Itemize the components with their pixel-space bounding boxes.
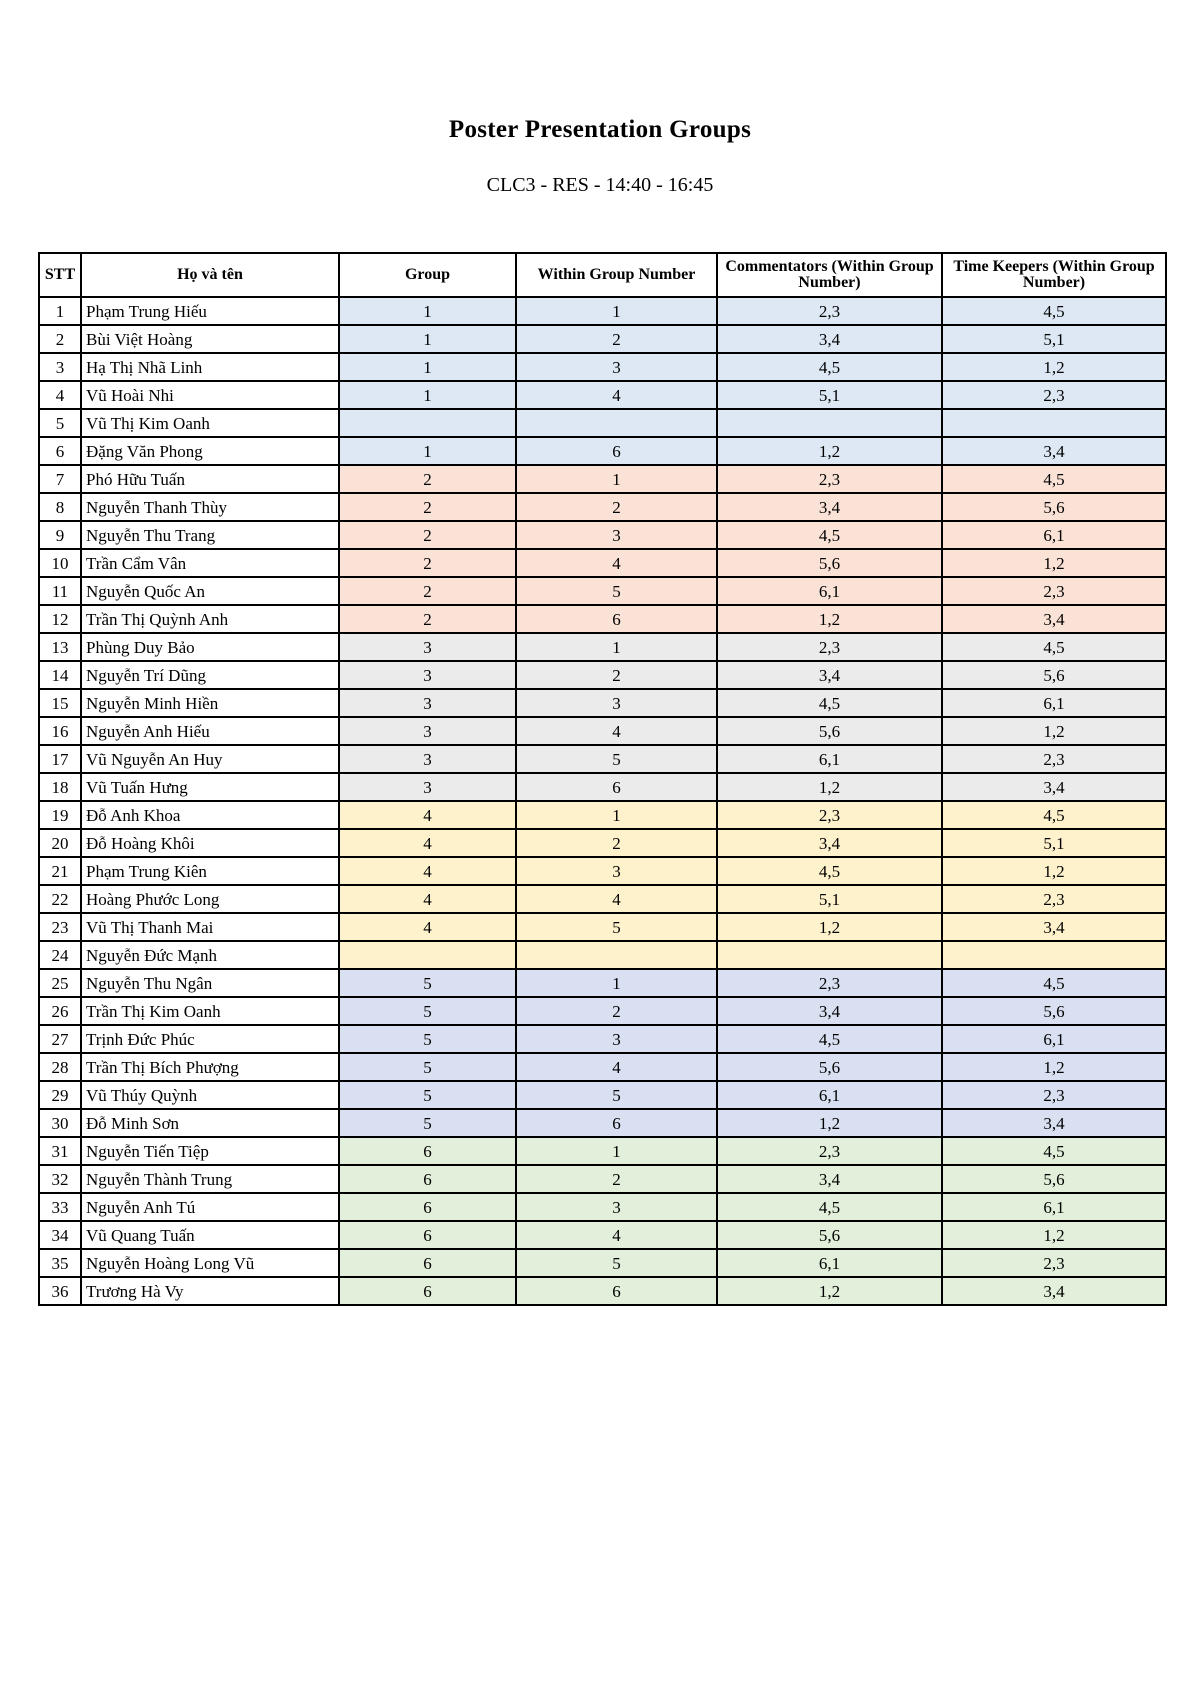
cell-within-group-number: 1: [516, 801, 717, 829]
cell-within-group-number: 2: [516, 661, 717, 689]
cell-name: Nguyễn Thu Trang: [81, 521, 339, 549]
cell-within-group-number: 2: [516, 1165, 717, 1193]
cell-time-keepers: 1,2: [942, 549, 1166, 577]
cell-group: 5: [339, 1053, 516, 1081]
cell-group: 1: [339, 437, 516, 465]
cell-time-keepers: 1,2: [942, 1221, 1166, 1249]
cell-group: 2: [339, 521, 516, 549]
cell-stt: 35: [39, 1249, 81, 1277]
cell-name: Đỗ Anh Khoa: [81, 801, 339, 829]
cell-within-group-number: 5: [516, 577, 717, 605]
cell-group: [339, 941, 516, 969]
cell-within-group-number: 4: [516, 1053, 717, 1081]
cell-stt: 22: [39, 885, 81, 913]
cell-within-group-number: 6: [516, 1277, 717, 1305]
cell-name: Nguyễn Thành Trung: [81, 1165, 339, 1193]
header-commentators: Commentators (Within Group Number): [717, 253, 942, 297]
table-row: [39, 1081, 1166, 1109]
cell-commentators: 4,5: [717, 689, 942, 717]
cell-group: 3: [339, 717, 516, 745]
cell-time-keepers: 4,5: [942, 969, 1166, 997]
cell-within-group-number: 2: [516, 829, 717, 857]
cell-stt: 19: [39, 801, 81, 829]
cell-commentators: 5,1: [717, 381, 942, 409]
cell-name: Trịnh Đức Phúc: [81, 1025, 339, 1053]
cell-name: Bùi Việt Hoàng: [81, 325, 339, 353]
cell-stt: 17: [39, 745, 81, 773]
table-row: [39, 297, 1166, 325]
table-row: [39, 829, 1166, 857]
cell-stt: 18: [39, 773, 81, 801]
cell-commentators: 3,4: [717, 493, 942, 521]
cell-stt: 9: [39, 521, 81, 549]
cell-commentators: 4,5: [717, 353, 942, 381]
cell-name: Nguyễn Đức Mạnh: [81, 941, 339, 969]
cell-commentators: 2,3: [717, 633, 942, 661]
cell-time-keepers: [942, 409, 1166, 437]
cell-within-group-number: 3: [516, 1193, 717, 1221]
cell-time-keepers: 3,4: [942, 1277, 1166, 1305]
cell-group: 3: [339, 745, 516, 773]
table-row: [39, 913, 1166, 941]
cell-stt: 16: [39, 717, 81, 745]
cell-group: 5: [339, 1109, 516, 1137]
cell-group: 4: [339, 885, 516, 913]
cell-name: Nguyễn Quốc An: [81, 577, 339, 605]
cell-commentators: 6,1: [717, 577, 942, 605]
table-row: [39, 801, 1166, 829]
cell-within-group-number: 5: [516, 1249, 717, 1277]
cell-stt: 10: [39, 549, 81, 577]
cell-name: Vũ Thị Kim Oanh: [81, 409, 339, 437]
cell-commentators: 2,3: [717, 465, 942, 493]
cell-within-group-number: 1: [516, 633, 717, 661]
cell-stt: 31: [39, 1137, 81, 1165]
cell-commentators: 4,5: [717, 521, 942, 549]
cell-name: Phạm Trung Hiếu: [81, 297, 339, 325]
cell-time-keepers: 3,4: [942, 913, 1166, 941]
cell-time-keepers: 2,3: [942, 1249, 1166, 1277]
cell-commentators: 4,5: [717, 1193, 942, 1221]
cell-within-group-number: 4: [516, 717, 717, 745]
cell-time-keepers: 6,1: [942, 1025, 1166, 1053]
cell-name: Vũ Nguyễn An Huy: [81, 745, 339, 773]
cell-stt: 20: [39, 829, 81, 857]
cell-commentators: 5,6: [717, 717, 942, 745]
cell-commentators: 4,5: [717, 857, 942, 885]
cell-stt: 15: [39, 689, 81, 717]
cell-within-group-number: 6: [516, 605, 717, 633]
cell-within-group-number: 4: [516, 381, 717, 409]
table-row: [39, 465, 1166, 493]
cell-stt: 34: [39, 1221, 81, 1249]
cell-name: Nguyễn Thu Ngân: [81, 969, 339, 997]
cell-time-keepers: 2,3: [942, 577, 1166, 605]
cell-stt: 4: [39, 381, 81, 409]
cell-within-group-number: 6: [516, 437, 717, 465]
cell-within-group-number: 2: [516, 493, 717, 521]
cell-group: 5: [339, 1025, 516, 1053]
cell-commentators: 3,4: [717, 325, 942, 353]
cell-commentators: 5,6: [717, 549, 942, 577]
cell-name: Đặng Văn Phong: [81, 437, 339, 465]
cell-group: 1: [339, 325, 516, 353]
cell-commentators: 3,4: [717, 661, 942, 689]
cell-stt: 23: [39, 913, 81, 941]
cell-group: 2: [339, 549, 516, 577]
cell-stt: 25: [39, 969, 81, 997]
cell-commentators: 2,3: [717, 801, 942, 829]
table-row: [39, 885, 1166, 913]
cell-name: Nguyễn Anh Hiếu: [81, 717, 339, 745]
cell-group: 5: [339, 969, 516, 997]
cell-time-keepers: 3,4: [942, 605, 1166, 633]
cell-stt: 5: [39, 409, 81, 437]
table-row: [39, 1025, 1166, 1053]
cell-time-keepers: 5,1: [942, 829, 1166, 857]
table-row: [39, 1249, 1166, 1277]
groups-table: [38, 252, 1167, 1306]
cell-group: 1: [339, 297, 516, 325]
cell-name: Phùng Duy Bảo: [81, 633, 339, 661]
cell-stt: 11: [39, 577, 81, 605]
table-row: [39, 633, 1166, 661]
header-group: Group: [339, 253, 516, 297]
cell-name: Trần Thị Quỳnh Anh: [81, 605, 339, 633]
cell-group: [339, 409, 516, 437]
table-row: [39, 661, 1166, 689]
cell-stt: 36: [39, 1277, 81, 1305]
cell-name: Nguyễn Anh Tú: [81, 1193, 339, 1221]
cell-stt: 28: [39, 1053, 81, 1081]
cell-time-keepers: 5,1: [942, 325, 1166, 353]
cell-group: 2: [339, 493, 516, 521]
cell-within-group-number: 3: [516, 521, 717, 549]
cell-commentators: 4,5: [717, 1025, 942, 1053]
cell-stt: 24: [39, 941, 81, 969]
cell-commentators: 1,2: [717, 913, 942, 941]
cell-time-keepers: 2,3: [942, 885, 1166, 913]
cell-group: 6: [339, 1249, 516, 1277]
table-row: [39, 1109, 1166, 1137]
cell-time-keepers: 4,5: [942, 633, 1166, 661]
header-time-keepers: Time Keepers (Within Group Number): [942, 253, 1166, 297]
cell-stt: 6: [39, 437, 81, 465]
cell-stt: 27: [39, 1025, 81, 1053]
cell-commentators: 1,2: [717, 773, 942, 801]
table-body: [39, 297, 1166, 1305]
cell-time-keepers: 4,5: [942, 465, 1166, 493]
cell-time-keepers: 3,4: [942, 1109, 1166, 1137]
cell-group: 3: [339, 689, 516, 717]
cell-name: Đỗ Hoàng Khôi: [81, 829, 339, 857]
page-subtitle: CLC3 - RES - 14:40 - 16:45: [486, 174, 714, 196]
cell-within-group-number: 5: [516, 913, 717, 941]
cell-commentators: 2,3: [717, 1137, 942, 1165]
cell-name: Nguyễn Trí Dũng: [81, 661, 339, 689]
cell-stt: 32: [39, 1165, 81, 1193]
cell-group: 3: [339, 773, 516, 801]
cell-name: Vũ Thúy Quỳnh: [81, 1081, 339, 1109]
cell-commentators: 1,2: [717, 1277, 942, 1305]
cell-time-keepers: 4,5: [942, 297, 1166, 325]
cell-time-keepers: 5,6: [942, 1165, 1166, 1193]
cell-within-group-number: 1: [516, 465, 717, 493]
cell-name: Nguyễn Thanh Thùy: [81, 493, 339, 521]
cell-group: 5: [339, 997, 516, 1025]
cell-name: Trương Hà Vy: [81, 1277, 339, 1305]
cell-group: 6: [339, 1165, 516, 1193]
cell-within-group-number: 3: [516, 353, 717, 381]
cell-time-keepers: 2,3: [942, 1081, 1166, 1109]
cell-stt: 14: [39, 661, 81, 689]
table-row: [39, 605, 1166, 633]
header-name: Họ và tên: [81, 253, 339, 297]
cell-time-keepers: 6,1: [942, 521, 1166, 549]
cell-within-group-number: 5: [516, 1081, 717, 1109]
cell-commentators: [717, 941, 942, 969]
table-header: [39, 253, 1166, 297]
cell-name: Đỗ Minh Sơn: [81, 1109, 339, 1137]
cell-within-group-number: 2: [516, 325, 717, 353]
cell-stt: 30: [39, 1109, 81, 1137]
page-title: Poster Presentation Groups: [448, 116, 752, 143]
cell-time-keepers: 4,5: [942, 1137, 1166, 1165]
cell-stt: 3: [39, 353, 81, 381]
cell-group: 1: [339, 381, 516, 409]
cell-time-keepers: 5,6: [942, 493, 1166, 521]
cell-group: 3: [339, 633, 516, 661]
cell-within-group-number: 2: [516, 997, 717, 1025]
cell-time-keepers: 3,4: [942, 437, 1166, 465]
cell-within-group-number: 1: [516, 1137, 717, 1165]
cell-time-keepers: 2,3: [942, 381, 1166, 409]
cell-within-group-number: 1: [516, 969, 717, 997]
cell-time-keepers: 6,1: [942, 689, 1166, 717]
cell-name: Nguyễn Hoàng Long Vũ: [81, 1249, 339, 1277]
cell-name: Trần Thị Bích Phượng: [81, 1053, 339, 1081]
cell-group: 4: [339, 913, 516, 941]
cell-group: 6: [339, 1193, 516, 1221]
cell-commentators: 3,4: [717, 997, 942, 1025]
table-row: [39, 1137, 1166, 1165]
table-row: [39, 857, 1166, 885]
cell-commentators: 3,4: [717, 1165, 942, 1193]
cell-time-keepers: 2,3: [942, 745, 1166, 773]
table-row: [39, 1221, 1166, 1249]
cell-stt: 26: [39, 997, 81, 1025]
cell-group: 6: [339, 1137, 516, 1165]
cell-group: 2: [339, 465, 516, 493]
cell-commentators: 6,1: [717, 1249, 942, 1277]
table-row: [39, 941, 1166, 969]
cell-name: Hoàng Phước Long: [81, 885, 339, 913]
cell-stt: 33: [39, 1193, 81, 1221]
cell-stt: 12: [39, 605, 81, 633]
cell-name: Vũ Thị Thanh Mai: [81, 913, 339, 941]
cell-stt: 29: [39, 1081, 81, 1109]
cell-within-group-number: 3: [516, 1025, 717, 1053]
table-row: [39, 493, 1166, 521]
cell-group: 6: [339, 1221, 516, 1249]
cell-time-keepers: 1,2: [942, 353, 1166, 381]
cell-name: Vũ Quang Tuấn: [81, 1221, 339, 1249]
cell-name: Vũ Hoài Nhi: [81, 381, 339, 409]
cell-time-keepers: 1,2: [942, 1053, 1166, 1081]
cell-within-group-number: 4: [516, 549, 717, 577]
cell-within-group-number: 4: [516, 1221, 717, 1249]
cell-group: 3: [339, 661, 516, 689]
cell-name: Trần Cẩm Vân: [81, 549, 339, 577]
table-row: [39, 1165, 1166, 1193]
cell-time-keepers: 6,1: [942, 1193, 1166, 1221]
cell-within-group-number: 1: [516, 297, 717, 325]
cell-stt: 1: [39, 297, 81, 325]
cell-group: 4: [339, 801, 516, 829]
cell-within-group-number: 6: [516, 1109, 717, 1137]
cell-within-group-number: 3: [516, 857, 717, 885]
cell-time-keepers: [942, 941, 1166, 969]
cell-commentators: 6,1: [717, 1081, 942, 1109]
cell-stt: 13: [39, 633, 81, 661]
cell-commentators: 6,1: [717, 745, 942, 773]
cell-group: 1: [339, 353, 516, 381]
table-row: [39, 381, 1166, 409]
cell-stt: 7: [39, 465, 81, 493]
cell-commentators: 2,3: [717, 297, 942, 325]
cell-name: Nguyễn Tiến Tiệp: [81, 1137, 339, 1165]
cell-within-group-number: 5: [516, 745, 717, 773]
cell-time-keepers: 1,2: [942, 857, 1166, 885]
cell-commentators: 3,4: [717, 829, 942, 857]
cell-name: Hạ Thị Nhã Linh: [81, 353, 339, 381]
table-row: [39, 997, 1166, 1025]
cell-commentators: 5,6: [717, 1053, 942, 1081]
table-row: [39, 409, 1166, 437]
table-row: [39, 353, 1166, 381]
cell-stt: 21: [39, 857, 81, 885]
cell-commentators: 1,2: [717, 437, 942, 465]
cell-group: 5: [339, 1081, 516, 1109]
cell-within-group-number: 3: [516, 689, 717, 717]
cell-within-group-number: 4: [516, 885, 717, 913]
cell-group: 6: [339, 1277, 516, 1305]
cell-name: Trần Thị Kim Oanh: [81, 997, 339, 1025]
header-row: [39, 253, 1166, 297]
header-stt: STT: [39, 253, 81, 297]
cell-time-keepers: 1,2: [942, 717, 1166, 745]
table-row: [39, 717, 1166, 745]
cell-commentators: 5,1: [717, 885, 942, 913]
table-row: [39, 969, 1166, 997]
cell-time-keepers: 5,6: [942, 661, 1166, 689]
cell-commentators: 1,2: [717, 1109, 942, 1137]
cell-time-keepers: 4,5: [942, 801, 1166, 829]
table-row: [39, 1053, 1166, 1081]
table-row: [39, 521, 1166, 549]
table-row: [39, 437, 1166, 465]
cell-commentators: 5,6: [717, 1221, 942, 1249]
cell-time-keepers: 5,6: [942, 997, 1166, 1025]
table-row: [39, 1193, 1166, 1221]
cell-commentators: [717, 409, 942, 437]
cell-stt: 8: [39, 493, 81, 521]
cell-group: 2: [339, 577, 516, 605]
cell-name: Phó Hữu Tuấn: [81, 465, 339, 493]
table-row: [39, 745, 1166, 773]
cell-time-keepers: 3,4: [942, 773, 1166, 801]
cell-name: Phạm Trung Kiên: [81, 857, 339, 885]
header-within-group-number: Within Group Number: [516, 253, 717, 297]
table-row: [39, 1277, 1166, 1305]
table-row: [39, 577, 1166, 605]
table-row: [39, 325, 1166, 353]
table-row: [39, 773, 1166, 801]
cell-commentators: 1,2: [717, 605, 942, 633]
cell-name: Nguyễn Minh Hiền: [81, 689, 339, 717]
cell-name: Vũ Tuấn Hưng: [81, 773, 339, 801]
table-row: [39, 689, 1166, 717]
cell-stt: 2: [39, 325, 81, 353]
cell-within-group-number: [516, 941, 717, 969]
cell-group: 2: [339, 605, 516, 633]
table-row: [39, 549, 1166, 577]
cell-group: 4: [339, 857, 516, 885]
cell-within-group-number: 6: [516, 773, 717, 801]
cell-commentators: 2,3: [717, 969, 942, 997]
cell-group: 4: [339, 829, 516, 857]
cell-within-group-number: [516, 409, 717, 437]
